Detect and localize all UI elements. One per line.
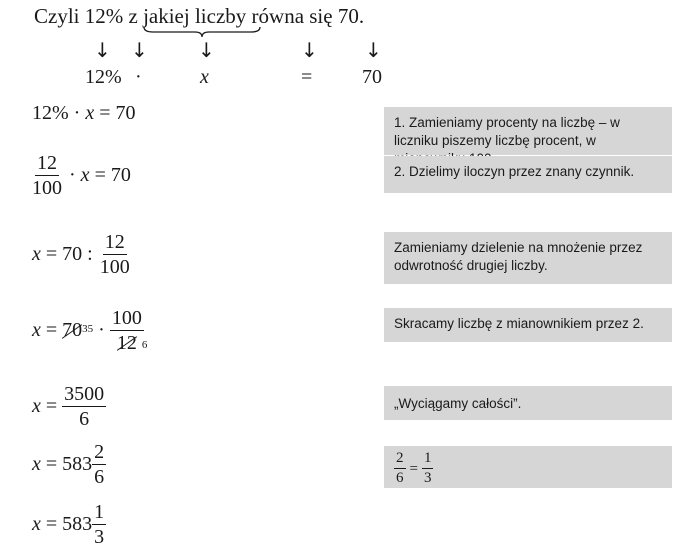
- s2-var: x: [80, 164, 90, 186]
- note6-den1: 6: [396, 470, 404, 486]
- s2-num: 12: [37, 152, 57, 174]
- arrow-3: ↓: [198, 38, 215, 62]
- s2-fraction: [30, 153, 64, 198]
- note6-num1: 2: [394, 451, 406, 469]
- s6-eq: =: [40, 453, 63, 475]
- s6-num: 2: [94, 441, 105, 463]
- s1-left: 12% ·: [32, 102, 86, 124]
- s3-var: x: [32, 243, 41, 265]
- equation-step-2: [30, 153, 131, 198]
- equation-step-1: [32, 102, 136, 125]
- equation-step-3: [32, 232, 132, 277]
- s6-fraction: [92, 442, 106, 487]
- note-6: [384, 446, 672, 488]
- intro-after: równa się 70.: [251, 4, 365, 28]
- underbrace-icon: [143, 26, 261, 38]
- intro-before: Czyli 12% z: [34, 4, 138, 28]
- map-dot: ·: [135, 66, 142, 88]
- s3-num: 12: [104, 231, 125, 253]
- s5-eq: =: [40, 395, 63, 417]
- s4-dot: ·: [93, 319, 110, 341]
- s2-right: = 70: [89, 164, 131, 186]
- arrow-2: ↓: [131, 38, 148, 62]
- s4-fraction: [110, 308, 144, 353]
- s1-var: x: [85, 102, 95, 124]
- intro-line: [34, 4, 364, 29]
- equation-step-7: [32, 502, 106, 547]
- s5-var: x: [32, 395, 41, 417]
- s5-fraction: [62, 384, 106, 429]
- s6-whole: 583: [62, 453, 93, 475]
- s3-mid: = 70 :: [40, 243, 98, 265]
- s7-den: 3: [94, 526, 105, 548]
- s4-crossed-70: 70: [62, 319, 83, 341]
- map-70: 70: [362, 66, 382, 88]
- s4-sub: 6: [141, 338, 148, 351]
- note-1: 1. Zamieniamy procenty na liczbę – w liczniku piszemy liczbę procent, w: [384, 107, 672, 155]
- s7-var: x: [32, 513, 41, 535]
- note6-frac2: [422, 451, 434, 486]
- equation-step-6: [32, 442, 106, 487]
- note-3: Zamieniamy dzielenie na mnożenie przez odwrotność drugiej liczby.: [384, 232, 672, 284]
- s3-fraction: [98, 232, 132, 277]
- s4-num: 100: [111, 307, 142, 329]
- equation-step-4: [32, 308, 147, 353]
- note6-den2: 3: [423, 470, 432, 486]
- brace-text: jakiej liczby: [143, 4, 247, 28]
- brace-phrase: [143, 4, 246, 29]
- note-5: „Wyciągamy całości”.: [384, 386, 672, 420]
- s7-eq: =: [40, 513, 63, 535]
- s4-sup: 35: [82, 322, 94, 335]
- s4-crossed-12: 12: [116, 332, 137, 354]
- arrow-1: ↓: [94, 38, 111, 62]
- s6-den: 6: [94, 466, 105, 488]
- note6-frac1: [394, 451, 406, 486]
- note6-eq: =: [409, 460, 418, 477]
- note-2: 2. Dzielimy iloczyn przez znany czynnik.: [384, 156, 672, 193]
- map-percent: 12%: [85, 66, 122, 88]
- s7-num: 1: [94, 501, 105, 523]
- s7-fraction: [92, 502, 106, 547]
- s4-eq: =: [40, 319, 63, 341]
- s7-whole: 583: [62, 513, 93, 535]
- note6-num2: 1: [422, 451, 434, 469]
- s1-right: = 70: [94, 102, 136, 124]
- s5-num: 3500: [64, 383, 105, 405]
- map-x: x: [200, 66, 209, 88]
- arrow-5: ↓: [365, 38, 382, 62]
- map-equals: =: [301, 66, 313, 88]
- s2-mid: ·: [64, 164, 81, 186]
- s4-den: [115, 331, 139, 353]
- arrow-4: ↓: [301, 38, 318, 62]
- note-4: Skracamy liczbę z mianownikiem przez 2.: [384, 308, 672, 342]
- equation-step-5: [32, 384, 106, 429]
- s5-den: 6: [79, 408, 90, 430]
- s6-var: x: [32, 453, 41, 475]
- s3-den: 100: [99, 256, 130, 278]
- s2-den: 100: [32, 177, 62, 199]
- s4-var: x: [32, 319, 41, 341]
